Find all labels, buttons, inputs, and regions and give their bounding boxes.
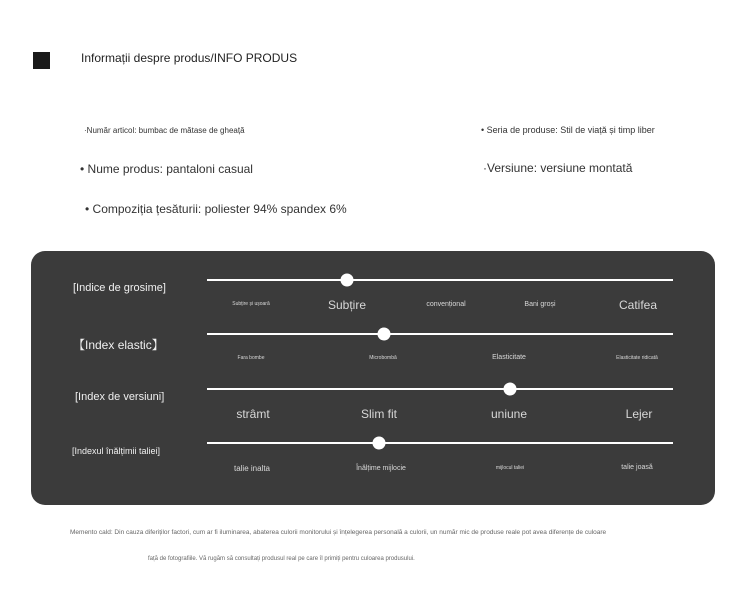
version-option: strâmt — [236, 407, 270, 421]
index-panel — [31, 251, 715, 505]
product-name: • Nume produs: pantaloni casual — [80, 162, 253, 176]
product-series: • Seria de produse: Stil de viață și timp liber — [481, 125, 655, 135]
thickness-option: Subțire — [327, 298, 367, 312]
version-slider-knob[interactable] — [503, 383, 516, 396]
elastic-option: Microbombă — [369, 355, 397, 361]
title-square-icon — [33, 52, 50, 69]
version-index-label: [Index de versiuni] — [75, 391, 165, 403]
elastic-option: Elasticitate ridicată — [616, 355, 658, 361]
note-line-2: față de fotografiile. Vă rugăm să consultați produsul real pe care îl primiți pentru culoarea produsului. — [148, 556, 415, 562]
elastic-option: Fara bombe — [237, 355, 265, 361]
waist-index-label: [Indexul înălțimii taliei] — [72, 446, 161, 456]
composition: • Compoziția țesăturii: poliester 94% spandex 6% — [85, 202, 347, 216]
thickness-option: Bani groși — [524, 301, 556, 308]
thickness-option: Subțire și ușoară — [232, 301, 270, 307]
version-option: Lejer — [625, 407, 653, 421]
elastic-slider-knob[interactable] — [378, 328, 391, 341]
thickness-slider-track[interactable] — [207, 279, 673, 281]
waist-option: talie inalta — [233, 464, 271, 473]
page-title: Informații despre produs/INFO PRODUS — [81, 51, 298, 65]
waist-option: talie joasă — [621, 464, 653, 471]
waist-option: mijlocul taliei — [495, 465, 525, 471]
waist-option: Înălțime mijlocie — [356, 465, 406, 472]
note-line-1: Memento cald: Din cauza diferiților factori, cum ar fi iluminarea, abaterea culorii monitorului și înțelegerea personală a culorii, un număr mic de produse reale pot avea diferențe de culoare — [70, 529, 607, 536]
thickness-option: Catifea — [618, 298, 658, 312]
elastic-index-label: 【Index elastic】 — [73, 338, 164, 352]
elastic-option: Elasticitate — [492, 354, 526, 361]
waist-slider-track[interactable] — [207, 442, 673, 444]
thickness-slider-knob[interactable] — [340, 274, 353, 287]
waist-slider-knob[interactable] — [373, 437, 386, 450]
version-option: Slim fit — [361, 407, 397, 421]
elastic-slider-track[interactable] — [207, 333, 673, 335]
version-option: uniune — [490, 407, 528, 421]
thickness-option: convențional — [426, 301, 466, 308]
version: ·Versiune: versiune montată — [483, 161, 633, 175]
thickness-index-label: [Indice de grosime] — [73, 282, 166, 294]
version-slider-track[interactable] — [207, 388, 673, 390]
article-number: ·Număr articol: bumbac de mătase de gheață — [84, 126, 245, 135]
